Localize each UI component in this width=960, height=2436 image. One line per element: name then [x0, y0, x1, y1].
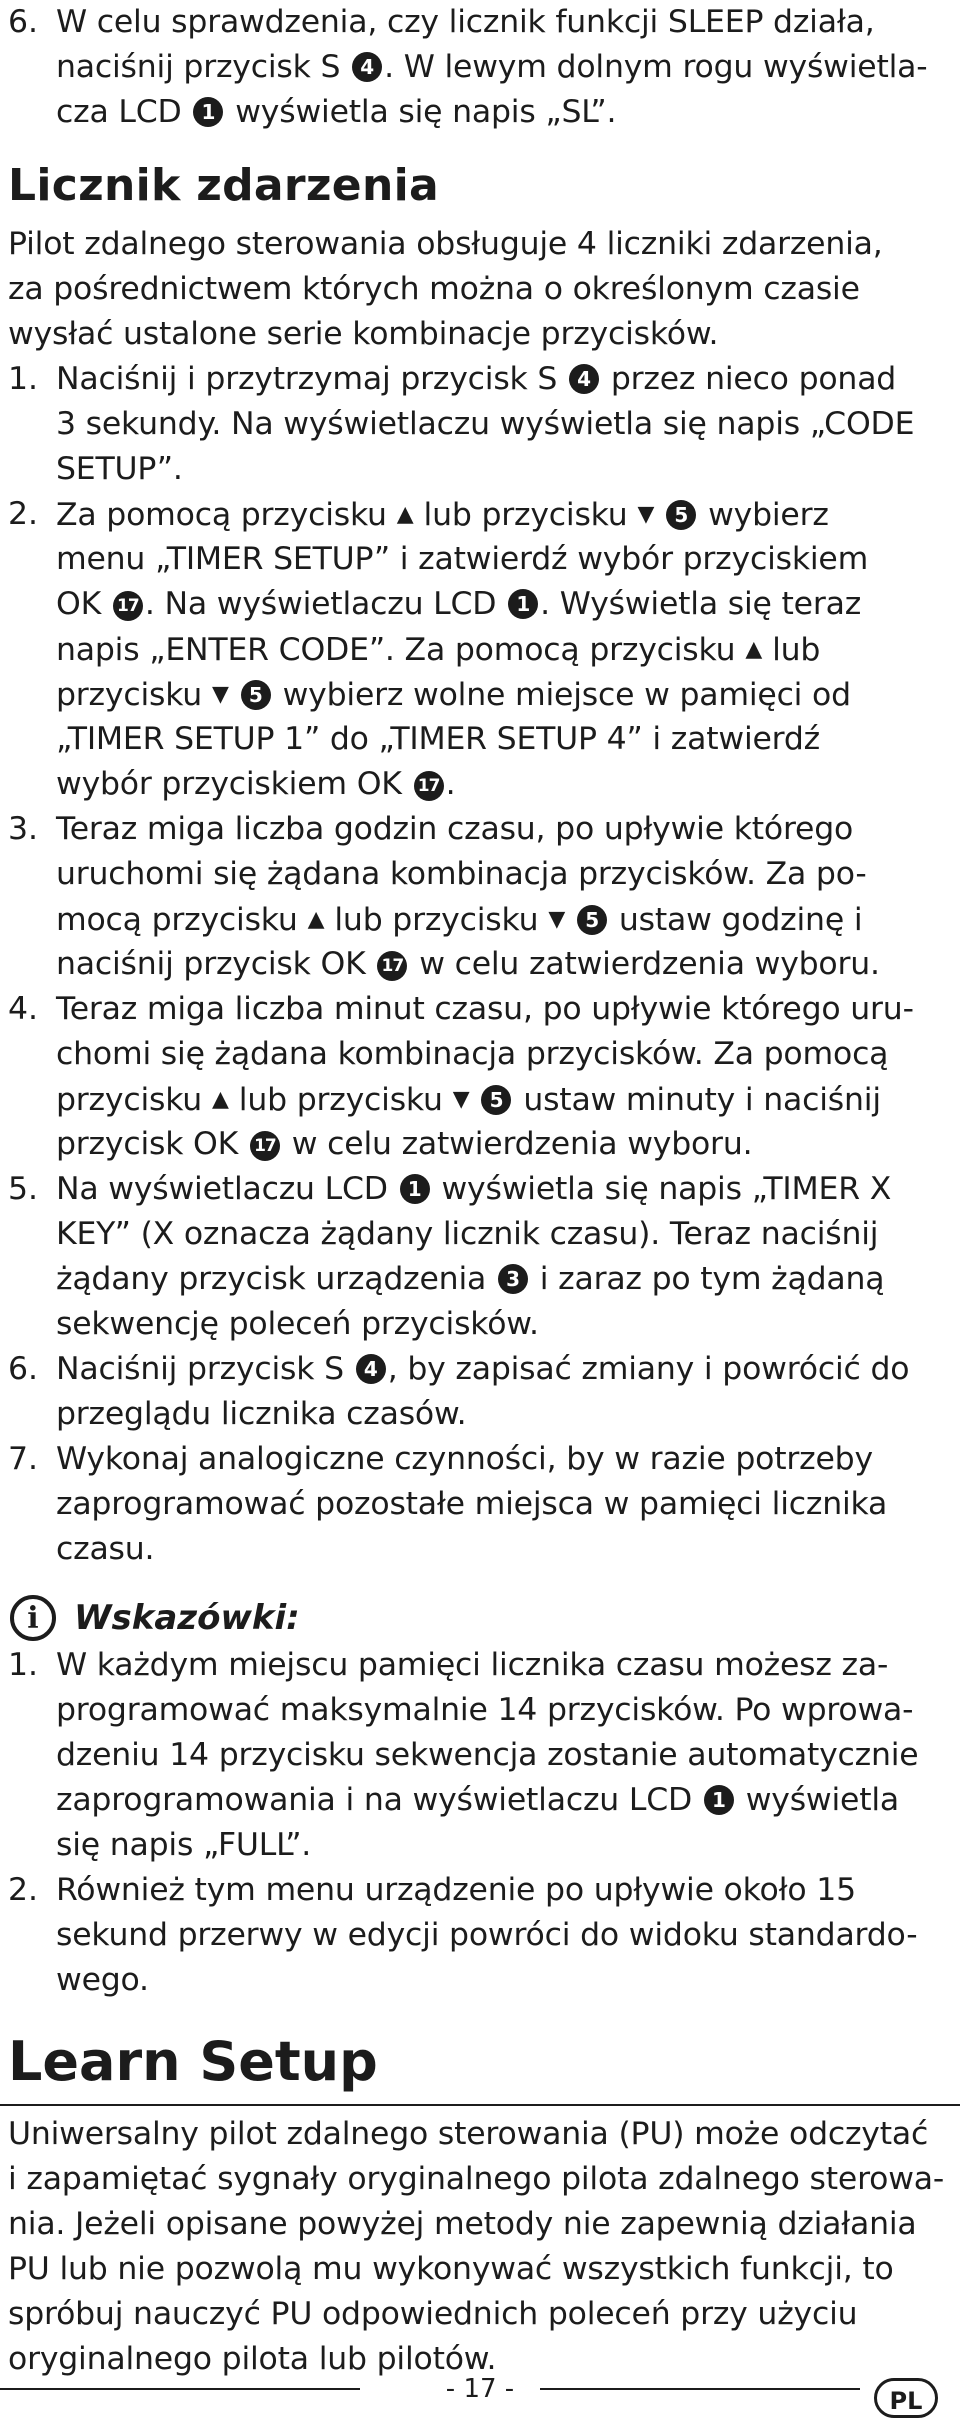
text-line: SETUP”.	[56, 451, 183, 487]
text-span: Za pomocą przycisku	[56, 497, 387, 533]
text-line	[56, 582, 861, 627]
text-span: lub	[772, 632, 821, 668]
text-span: przycisku	[56, 1082, 203, 1118]
text-span: przycisk OK	[56, 1126, 239, 1162]
text-span: wyświetla się napis „SL”.	[235, 94, 617, 130]
step-number: 6.	[8, 1351, 39, 1387]
heading-rule	[0, 2104, 960, 2106]
intro-line: za pośrednictwem których można o określonym czasie	[8, 271, 860, 307]
arrow-down-icon: ▼	[637, 502, 655, 527]
para-line: PU lub nie pozwolą mu wykonywać wszystkich funkcji, to	[8, 2251, 894, 2287]
step-number: 4.	[8, 991, 39, 1027]
text-line: W każdym miejscu pamięci licznika czasu możesz za-	[56, 1647, 889, 1683]
text-span: przycisku	[56, 677, 203, 713]
number-4-icon: 4	[569, 364, 599, 394]
text-line	[56, 1077, 881, 1123]
step-number: 7.	[8, 1441, 39, 1477]
text-line: Wykonaj analogiczne czynności, by w razie potrzeby	[56, 1441, 873, 1477]
text-line: programować maksymalnie 14 przycisków. Po wprowa-	[56, 1692, 914, 1728]
text-line	[56, 897, 862, 943]
section-heading: Licznik zdarzenia	[8, 160, 439, 211]
text-line	[56, 1122, 752, 1167]
step-number: 3.	[8, 811, 39, 847]
text-span: w celu zatwierdzenia wyboru.	[291, 1126, 753, 1162]
text-span: lub przycisku	[423, 497, 628, 533]
text-span: ustaw godzinę i	[618, 902, 863, 938]
arrow-up-icon: ▲	[307, 907, 325, 932]
intro-line: wysłać ustalone serie kombinacje przycisków.	[8, 316, 719, 352]
text-span: lub przycisku	[334, 902, 539, 938]
para-line: nia. Jeżeli opisane powyżej metody nie zapewnią działania	[8, 2206, 917, 2242]
para-line: i zapamiętać sygnały oryginalnego pilota zdalnego sterowa-	[8, 2161, 945, 2197]
text-span: . Wyświetla się teraz	[540, 586, 862, 622]
number-17-icon: 17	[377, 951, 407, 981]
text-line: przeglądu licznika czasów.	[56, 1396, 467, 1432]
number-5-icon: 5	[666, 500, 696, 530]
text-span: naciśnij przycisk S	[56, 49, 341, 85]
text-line	[56, 672, 851, 718]
intro-line: Pilot zdalnego sterowania obsługuje 4 liczniki zdarzenia,	[8, 226, 883, 262]
step-number: 2.	[8, 496, 39, 532]
arrow-down-icon: ▼	[212, 682, 229, 707]
language-badge: PL	[874, 2378, 938, 2418]
number-17-icon: 17	[250, 1131, 280, 1161]
para-line: oryginalnego pilota lub pilotów.	[8, 2341, 497, 2377]
text-line: Teraz miga liczba godzin czasu, po upływie którego	[56, 811, 854, 847]
para-line: Uniwersalny pilot zdalnego sterowania (PU) może odczytać	[8, 2116, 929, 2152]
number-1-icon: 1	[400, 1174, 430, 1204]
arrow-down-icon: ▼	[548, 907, 566, 932]
note-number: 1.	[8, 1647, 39, 1683]
text-line: chomi się żądana kombinacja przycisków. Za pomocą	[56, 1036, 889, 1072]
text-line: czasu.	[56, 1531, 155, 1567]
text-span: mocą przycisku	[56, 902, 298, 938]
text-line: wego.	[56, 1962, 149, 1998]
text-span: wybór przyciskiem OK	[56, 766, 402, 802]
number-5-icon: 5	[241, 680, 271, 710]
text-span: i zaraz po tym żądaną	[539, 1261, 885, 1297]
text-line: zaprogramować pozostałe miejsca w pamięci licznika	[56, 1486, 888, 1522]
text-span: .	[445, 766, 456, 802]
number-4-icon: 4	[356, 1354, 386, 1384]
number-4-icon: 4	[352, 52, 382, 82]
text-span: . W lewym dolnym rogu wyświetla-	[384, 49, 928, 85]
text-span: zaprogramowania i na wyświetlaczu LCD	[56, 1782, 693, 1818]
notes-title: Wskazówki:	[74, 1598, 300, 1638]
text-span: . Na wyświetlaczu LCD	[144, 586, 497, 622]
para-line: spróbuj nauczyć PU odpowiednich poleceń przy użyciu	[8, 2296, 858, 2332]
number-17-icon: 17	[113, 591, 143, 621]
text-line: 3 sekundy. Na wyświetlaczu wyświetla się napis „CODE	[56, 406, 915, 442]
text-span: cza LCD	[56, 94, 182, 130]
arrow-up-icon: ▲	[212, 1087, 229, 1112]
number-1-icon: 1	[704, 1785, 734, 1815]
text-span: wyświetla się napis „TIMER X	[441, 1171, 892, 1207]
text-line: sekwencję poleceń przycisków.	[56, 1306, 539, 1342]
text-span: Na wyświetlaczu LCD	[56, 1171, 388, 1207]
text-span: OK	[56, 586, 102, 622]
page-number: - 17 -	[445, 2374, 515, 2404]
text-line: „TIMER SETUP 1” do „TIMER SETUP 4” i zatwierdź	[56, 721, 820, 757]
text-line	[56, 627, 820, 673]
text-line	[56, 1257, 884, 1302]
number-1-icon: 1	[508, 589, 538, 619]
text-span: wybierz wolne miejsce w pamięci od	[282, 677, 851, 713]
number-3-icon: 3	[498, 1264, 528, 1294]
note-number: 2.	[8, 1872, 39, 1908]
step-number: 6.	[8, 4, 39, 40]
text-span: ustaw minuty i naciśnij	[523, 1082, 881, 1118]
text-line	[56, 1347, 909, 1392]
text-line: uruchomi się żądana kombinacja przycisków. Za po-	[56, 856, 867, 892]
text-span: naciśnij przycisk OK	[56, 946, 366, 982]
text-line	[56, 45, 927, 90]
text-span: w celu zatwierdzenia wyboru.	[419, 946, 880, 982]
text-span: przez nieco ponad	[610, 361, 897, 397]
text-line: Teraz miga liczba minut czasu, po upływie którego uru-	[56, 991, 914, 1027]
text-line	[56, 1167, 891, 1212]
text-line	[56, 90, 616, 135]
text-span: wyświetla	[745, 1782, 900, 1818]
section-heading: Learn Setup	[8, 2030, 378, 2093]
text-span: , by zapisać zmiany i powrócić do	[387, 1351, 910, 1387]
text-span: wybierz	[708, 497, 829, 533]
number-1-icon: 1	[193, 97, 223, 127]
number-5-icon: 5	[577, 905, 607, 935]
number-17-icon: 17	[414, 771, 444, 801]
arrow-up-icon: ▲	[745, 637, 763, 662]
text-line	[56, 492, 829, 538]
step-number: 5.	[8, 1171, 39, 1207]
arrow-up-icon: ▲	[396, 502, 414, 527]
text-line: Również tym menu urządzenie po upływie około 15	[56, 1872, 856, 1908]
text-line: dzeniu 14 przycisku sekwencja zostanie automatycznie	[56, 1737, 919, 1773]
text-line	[56, 1778, 899, 1823]
text-line: się napis „FULL”.	[56, 1827, 312, 1863]
text-line: W celu sprawdzenia, czy licznik funkcji SLEEP działa,	[56, 4, 875, 40]
info-icon: i	[10, 1595, 56, 1641]
text-span: napis „ENTER CODE”. Za pomocą przycisku	[56, 632, 736, 668]
text-line	[56, 942, 880, 987]
arrow-down-icon: ▼	[452, 1087, 470, 1112]
step-number: 1.	[8, 361, 39, 397]
text-line	[56, 357, 896, 402]
number-5-icon: 5	[481, 1085, 511, 1115]
text-span: Naciśnij i przytrzymaj przycisk S	[56, 361, 558, 397]
text-line	[56, 762, 455, 807]
text-line: sekund przerwy w edycji powróci do widoku standardo-	[56, 1917, 918, 1953]
text-span: żądany przycisk urządzenia	[56, 1261, 487, 1297]
text-span: lub przycisku	[238, 1082, 443, 1118]
text-span: Naciśnij przycisk S	[56, 1351, 344, 1387]
text-line: menu „TIMER SETUP” i zatwierdź wybór przyciskiem	[56, 541, 869, 577]
text-line: KEY” (X oznacza żądany licznik czasu). Teraz naciśnij	[56, 1216, 879, 1252]
